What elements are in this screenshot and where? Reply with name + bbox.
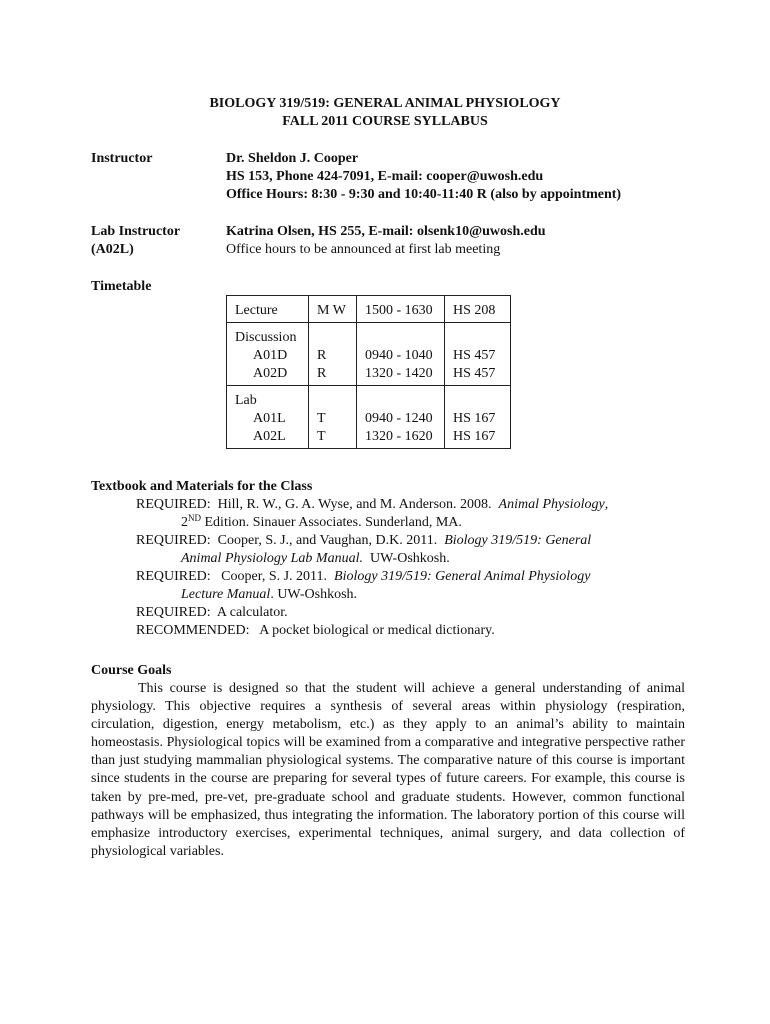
lab-instructor-label-line1: Lab Instructor <box>91 224 181 239</box>
lab-time: 0940 - 1240 <box>365 411 433 426</box>
lab-instructor-office-hours: Office hours to be announced at first lab meeting <box>226 242 501 257</box>
lab-instructor-info <box>226 223 546 259</box>
timetable-row-lecture <box>227 296 511 323</box>
discussion-time: 0940 - 1040 <box>365 348 433 363</box>
discussion-time: 1320 - 1420 <box>365 366 433 381</box>
lab-cell <box>227 386 309 449</box>
document-title <box>0 95 770 131</box>
lab-instructor-label <box>91 223 180 259</box>
lab-instructor-contact: Katrina Olsen, HS 255, E-mail: olsenk10@uwosh.edu <box>226 224 546 239</box>
timetable-row-discussion <box>227 323 511 386</box>
instructor-contact: HS 153, Phone 424-7091, E-mail: cooper@uwosh.edu <box>226 169 544 184</box>
lab-type: Lab <box>235 393 257 408</box>
lecture-days: M W <box>309 296 357 323</box>
instructor-info <box>226 150 621 204</box>
lab-day: T <box>317 429 326 444</box>
instructor-office-hours: Office Hours: 8:30 - 9:30 and 10:40-11:40 R (also by appointment) <box>226 187 622 202</box>
lab-day: T <box>317 411 326 426</box>
reference-item: REQUIRED: A calculator. <box>136 605 288 620</box>
discussion-room: HS 457 <box>453 366 496 381</box>
title-line-1: BIOLOGY 319/519: GENERAL ANIMAL PHYSIOLOGY <box>209 96 561 111</box>
course-goals-text <box>91 680 685 861</box>
lab-section: A01L <box>253 411 286 426</box>
discussion-day: R <box>317 348 327 363</box>
reference-item: REQUIRED: Cooper, S. J. 2011. Biology 319/519: General Animal Physiology <box>136 569 591 584</box>
timetable-row-lab <box>227 386 511 449</box>
instructor-label: Instructor <box>91 151 153 166</box>
lecture-room: HS 208 <box>445 296 511 323</box>
discussion-room: HS 457 <box>453 348 496 363</box>
lecture-type: Lecture <box>227 296 309 323</box>
discussion-day: R <box>317 366 327 381</box>
timetable-table <box>226 295 511 449</box>
instructor-name: Dr. Sheldon J. Cooper <box>226 151 359 166</box>
lab-time: 1320 - 1620 <box>365 429 433 444</box>
lab-room: HS 167 <box>453 411 496 426</box>
materials-list: REQUIRED: Hill, R. W., G. A. Wyse, and M. Anderson. 2008. Animal Physiology, 2ND Edition. Sinauer Associates. Sunderland, MA. REQUIRED: Cooper, S. J., and Vaughan, D.K. 2011. Biology 319/519: General Animal Physiology Lab Manual. UW-Oshkosh. REQUIRED: Cooper, S. J. 2011. Biology 319/519: General Animal Physiology Lecture Manual. UW-Oshkosh. REQUIRED: A calculator. RECOMMENDED: A pocket biological or medical dictionary. <box>136 496 696 640</box>
discussion-section: A02D <box>253 366 288 381</box>
course-goals-heading: Course Goals <box>91 663 172 678</box>
discussion-cell <box>227 323 309 386</box>
lab-instructor-label-line2: (A02L) <box>91 242 134 257</box>
reference-item: REQUIRED: Cooper, S. J., and Vaughan, D.K. 2011. Biology 319/519: General <box>136 533 592 548</box>
reference-item: RECOMMENDED: A pocket biological or medical dictionary. <box>136 623 495 638</box>
reference-item: REQUIRED: Hill, R. W., G. A. Wyse, and M. Anderson. 2008. Animal Physiology, <box>136 497 609 512</box>
timetable-label: Timetable <box>91 279 152 294</box>
course-goals-paragraph: This course is designed so that the student will achieve a general understanding of animal physiology. This objective requires a synthesis of several areas within physiology (respiration, circulation, digestion, energy metabolism, etc.) as they apply to an animal’s ability to maintain homeostasis. Physiological topics will be examined from a comparative and integrative perspective rather than just studying mammalian physiological systems. The comparative nature of this course is important since students in the course are preparing for several types of future careers. For example, this course is taken by pre-med, pre-vet, pre-graduate school and graduate students. However, common functional pathways will be emphasized, thus integrating the information. The laboratory portion of this course will emphasize introductory exercises, experimental techniques, animal surgery, and data collection of physiological variables. <box>91 681 685 859</box>
discussion-type: Discussion <box>235 330 297 345</box>
discussion-section: A01D <box>253 348 288 363</box>
title-line-2: FALL 2011 COURSE SYLLABUS <box>282 114 488 129</box>
lab-room: HS 167 <box>453 429 496 444</box>
lab-section: A02L <box>253 429 286 444</box>
lecture-time: 1500 - 1630 <box>357 296 445 323</box>
materials-heading: Textbook and Materials for the Class <box>91 479 313 494</box>
